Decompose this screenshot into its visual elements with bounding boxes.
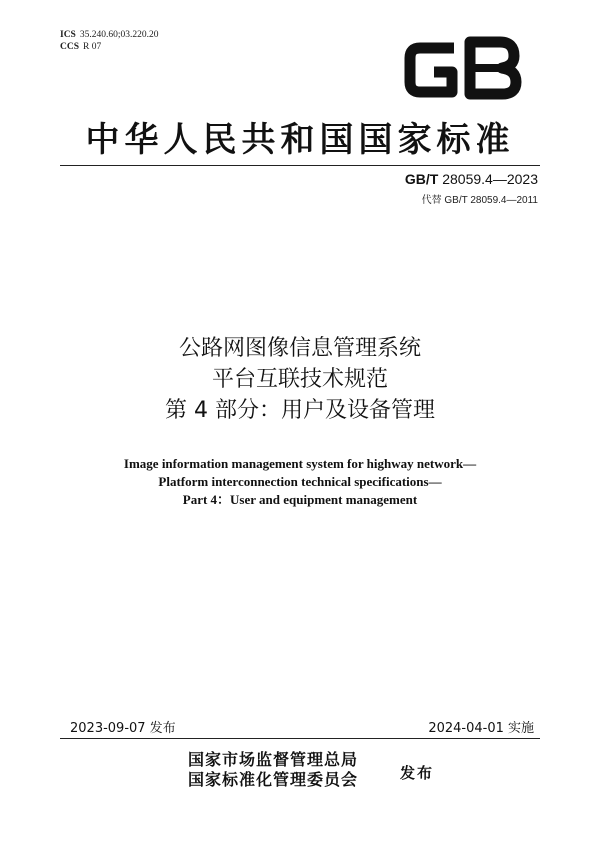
classification-codes bbox=[60, 29, 158, 53]
issue-label: 发布 bbox=[400, 764, 435, 782]
bottom-divider bbox=[60, 738, 540, 739]
title-en-line-2: Platform interconnection technical specifications— bbox=[158, 474, 442, 489]
standard-number bbox=[405, 171, 538, 187]
standard-number-value: 28059.4—2023 bbox=[442, 171, 538, 187]
title-english bbox=[0, 455, 600, 509]
publisher-1: 国家市场监督管理总局 bbox=[188, 750, 359, 769]
title-chinese bbox=[0, 333, 600, 426]
standard-identifier bbox=[405, 171, 538, 206]
gb-logo bbox=[402, 34, 524, 102]
title-cn-line-3: 第 4 部分：用户及设备管理 bbox=[165, 398, 435, 423]
replaces-standard: 代替 GB/T 28059.4—2011 bbox=[421, 195, 538, 206]
ccs-key: CCS bbox=[60, 42, 80, 52]
ics-code bbox=[60, 29, 158, 41]
publishing-authorities bbox=[188, 750, 358, 790]
effective-date: 2024-04-01 实施 bbox=[428, 721, 534, 736]
org-title: 中华人民共和国国家标准 bbox=[85, 120, 515, 160]
top-divider bbox=[60, 165, 540, 166]
ics-key: ICS bbox=[60, 30, 76, 40]
title-cn-line-1: 公路网图像信息管理系统 bbox=[178, 336, 421, 361]
ccs-code bbox=[60, 41, 158, 53]
title-cn-line-2: 平台互联技术规范 bbox=[211, 367, 388, 392]
title-en-line-3: Part 4：User and equipment management bbox=[182, 492, 418, 507]
ccs-value: R 07 bbox=[83, 42, 102, 52]
title-en-line-1: Image information management system for highway network— bbox=[123, 456, 477, 471]
publish-date: 2023-09-07 发布 bbox=[70, 721, 176, 736]
publisher-2: 国家标准化管理委员会 bbox=[188, 770, 359, 789]
ics-value: 35.240.60;03.220.20 bbox=[79, 30, 159, 40]
standard-prefix: GB/T bbox=[404, 171, 439, 187]
